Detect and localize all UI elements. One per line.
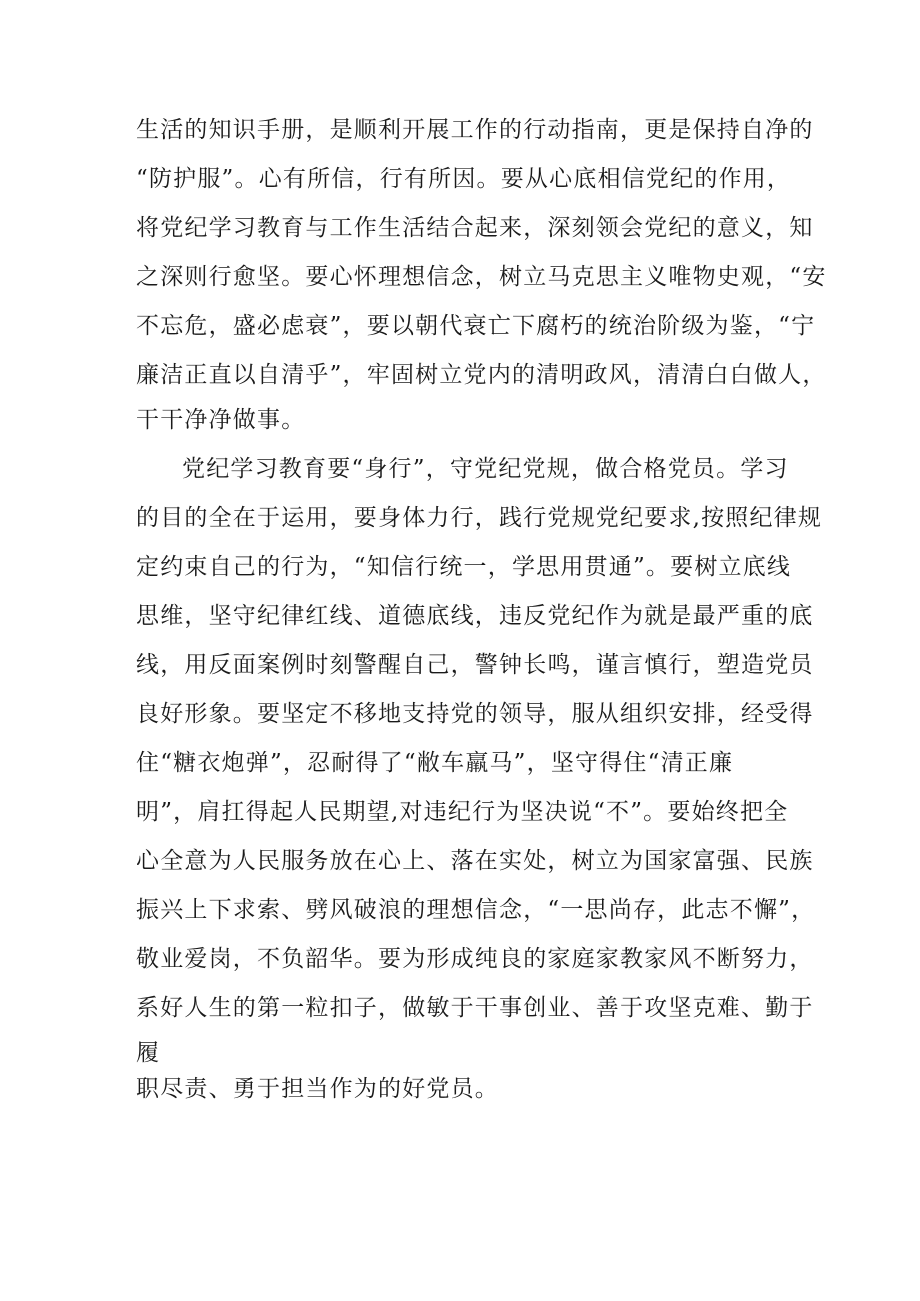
paragraph-1-line-1: 生活的知识手册，是顺利开展工作的行动指南，更是保持自净的 — [136, 117, 814, 143]
paragraph-2-line-13: 履 — [136, 1040, 161, 1066]
paragraph-1-line-2: “防护服”。心有所信，行有所因。要从心底相信党纪的作用， — [136, 166, 792, 192]
paragraph-1-line-7: 干干净净做事。 — [136, 407, 306, 433]
paragraph-2-line-9: 心全意为人民服务放在心上、落在实处，树立为国家富强、民族 — [136, 848, 814, 874]
paragraph-2-line-8: 明”，肩扛得起人民期望,对违纪行为坚决说“不”。要始终把全 — [136, 799, 789, 825]
paragraph-2-line-1: 党纪学习教育要“身行”，守党纪党规，做合格党员。学习 — [182, 456, 789, 482]
paragraph-2-line-6: 良好形象。要坚定不移地支持党的领导，服从组织安排，经受得 — [136, 701, 814, 727]
paragraph-2-line-11: 敬业爱岗，不负韶华。要为形成纯良的家庭家教家风不断努力， — [136, 946, 814, 972]
paragraph-1-line-4: 之深则行愈坚。要心怀理想信念，树立马克思主义唯物史观，“安 — [136, 264, 827, 290]
paragraph-2-line-3: 定约束自己的行为，“知信行统一，学思用贯通”。要树立底线 — [136, 554, 792, 580]
paragraph-1-line-5: 不忘危，盛必虑衰”，要以朝代衰亡下腐朽的统治阶级为鉴，“宁 — [136, 313, 816, 339]
paragraph-2-line-12: 系好人生的第一粒扣子，做敏于干事创业、善于攻坚克难、勤于 — [136, 995, 814, 1021]
paragraph-1-line-3: 将党纪学习教育与工作生活结合起来，深刻领会党纪的意义，知 — [136, 215, 814, 241]
paragraph-1-line-6: 廉洁正直以自清乎”，牢固树立党内的清明政风，清清白白做人， — [136, 362, 827, 388]
paragraph-2-line-2: 的目的全在于运用，要身体力行，践行党规党纪要求,按照纪律规 — [136, 505, 823, 531]
paragraph-2-line-5: 线，用反面案例时刻警醒自己，警钟长鸣，谨言慎行，塑造党员 — [136, 652, 814, 678]
paragraph-2-line-10: 振兴上下求索、劈风破浪的理想信念，“一思尚存，此志不懈”， — [136, 897, 816, 923]
paragraph-2-line-7: 住“糖衣炮弹”，忍耐得了“敝车羸马”，坚守得住“清正廉 — [136, 750, 734, 776]
paragraph-2-line-4: 思维，坚守纪律红线、道德底线，违反党纪作为就是最严重的底 — [136, 603, 814, 629]
paragraph-2-line-14: 职尽责、勇于担当作为的好党员。 — [136, 1076, 499, 1102]
